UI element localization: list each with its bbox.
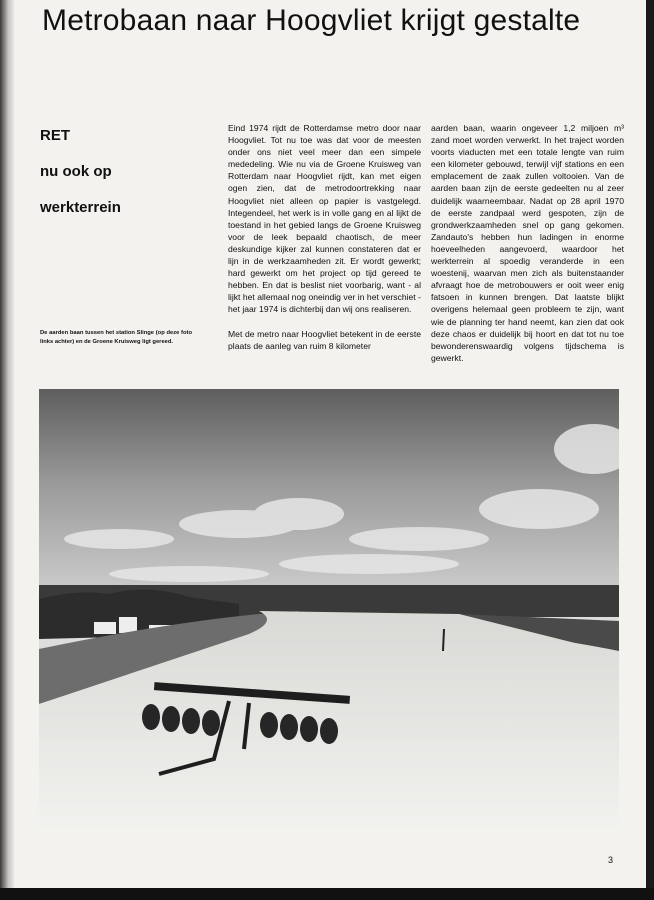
marker-pole — [443, 629, 444, 651]
article-headline: Metrobaan naar Hoogvliet krijgt gestalte — [42, 4, 581, 37]
page-number: 3 — [608, 855, 614, 865]
photo-caption: De aarden baan tussen het station Slinge (op deze foto links achter) en de Groene Kruisweg ligt gereed. — [40, 330, 192, 345]
article-column-1 — [228, 122, 421, 364]
paragraph: Met de metro naar Hoogvliet betekent in de eerste plaats de aanleg van ruim 8 kilometer — [228, 328, 421, 351]
paragraph: Eind 1974 rijdt de Rotterdamse metro door naar Hoogvliet. Tot nu toe was dat voor de meesten onder ons niet veel meer dan een simpele mededeling. Wie nu via de Groene Kruisweg van Rotterdam naar Hoogvliet rijdt, kan met eigen ogen zien, dat de metrodoortrekking naar Hoogvliet niet alleen op papier is vastgelegd. Integendeel, het werk is in volle gang en al lijkt de toestand in het gebied langs de Groene Kruisweg voor de leek bepaald chaotisch, de meer deskundige kijker zal kunnen constateren dat er lijn in de werkzaamheden zit. Er wordt gewerkt; hard gewerkt om het project op tijd gereed te hebben. En dat is beslist niet voorbarig, want - al lijkt het allemaal nog oneindig ver in het verschiet - het jaar 1974 is dichterbij dan wij ons realiseren. — [228, 123, 421, 315]
photo-illustration — [39, 389, 619, 835]
kicker-line: nu ook op — [40, 163, 112, 180]
scan-edge — [646, 0, 654, 888]
article-column-2 — [431, 122, 624, 376]
kicker-line: werkterrein — [40, 199, 121, 216]
page-gutter — [0, 0, 14, 888]
kicker-line: RET — [40, 127, 70, 144]
construction-photo — [39, 389, 619, 835]
paragraph: aarden baan, waarin ongeveer 1,2 miljoen m³ zand moet worden verwerkt. In het traject worden voorts viaducten met een totale lengte van ruim een kilometer gebouwd, terwijl vijf stations en een emplacement de zaak zullen voltooien. Van de aarden baan zijn de eerste gedeelten nu al zeer duidelijk waarneembaar. Nadat op 28 april 1970 de eerste zandpaal werd gespoten, zijn de grondwerkzaamheden snel op gang gekomen. Zandauto's hebben hun ladingen in enorme hoeveelheden aangevoerd, waardoor het werkterrein al spoedig veranderde in een woestenij, waarvan men zich als buitenstaander afvraagt hoe de metrobouwers er ooit weer enig fatsoen in kunnen brengen. Dat laatste blijkt overigens helemaal geen probleem te zijn, want wie de planning ter hand neemt, kan zien dat ook deze chaos er duidelijk bij hoort en dat tot nu toe bewonderenswaardig volgens tijdschema is gewerkt. — [431, 123, 624, 363]
article-kicker — [40, 118, 180, 226]
scan-edge-bottom — [0, 888, 654, 900]
